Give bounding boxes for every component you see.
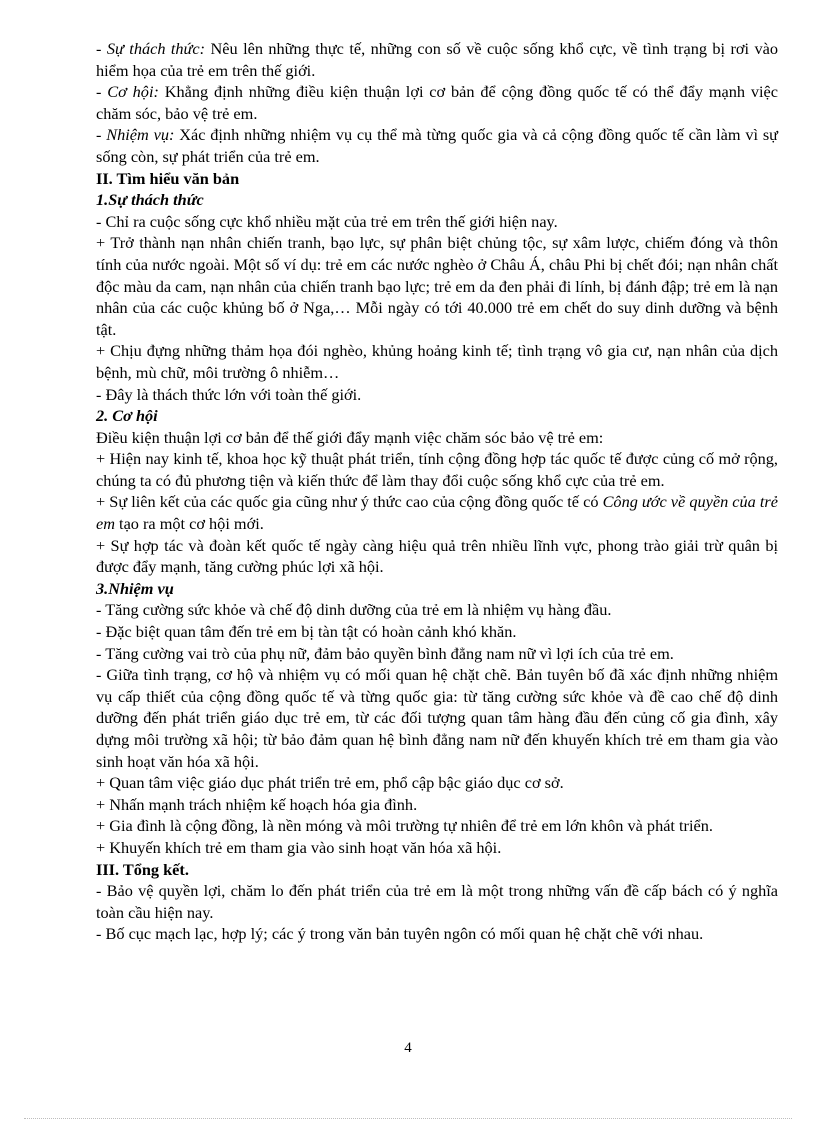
paragraph: + Sự hợp tác và đoàn kết quốc tế ngày càng hiệu quả trên nhiều lĩnh vực, phong trào giải trừ quân bị được đẩy mạnh, tăng cường phúc lợi xã hội.: [96, 535, 778, 577]
paragraph: - Đặc biệt quan tâm đến trẻ em bị tàn tật có hoàn cảnh khó khăn.: [96, 622, 517, 642]
intro-task: [96, 124, 778, 167]
intro-opportunity-text: Khẳng định những điều kiện thuận lợi cơ bản để cộng đồng quốc tế có thể đẩy mạnh việc chăm sóc, bảo vệ trẻ em.: [96, 82, 779, 123]
document-page: [96, 38, 778, 945]
intro-challenge: [96, 38, 778, 81]
convention-title: Công ước về quyền của trẻ em: [96, 492, 778, 534]
paragraph: + Khuyến khích trẻ em tham gia vào sinh hoạt văn hóa xã hội.: [96, 837, 502, 857]
paragraph: - Tăng cường sức khỏe và chế độ dinh dưỡng của trẻ em là nhiệm vụ hàng đầu.: [96, 600, 612, 620]
paragraph: + Hiện nay kinh tế, khoa học kỹ thuật phát triển, tính cộng đồng hợp tác quốc tế được củng cố mở rộng, chúng ta có đủ phương tiện và kiến thức để làm thay đổi cuộc sống khổ cực của trẻ em.: [96, 449, 778, 490]
text-run: + Sự liên kết của các quốc gia cũng như ý thức cao của cộng đồng quốc tế có: [96, 492, 603, 512]
intro-challenge-label: - Sự thách thức:: [96, 39, 206, 58]
paragraph: + Trở thành nạn nhân chiến tranh, bạo lực, sự phân biệt chủng tộc, sự xâm lược, chiếm đóng và thôn tính của nước ngoài. Một số ví dụ: trẻ em các nước nghèo ở Châu Á, châu Phi bị chết đói; nạn nhân chất độc màu da cam, nạn nhân của chiến tranh bạo lực; trẻ em da đen phải đi lính, bị đánh đập; trẻ em là nạn nhân của các cuộc khủng bố ở Nga,… Mỗi ngày có tới 40.000 trẻ em chết do suy dinh dưỡng và bệnh tật.: [96, 233, 778, 339]
intro-task-label: - Nhiệm vụ:: [96, 125, 175, 145]
section-3-heading: III. Tổng kết.: [96, 859, 189, 879]
paragraph: [96, 491, 778, 534]
subsection-opportunity-heading: 2. Cơ hội: [96, 406, 158, 426]
paragraph: + Gia đình là cộng đồng, là nền móng và môi trường tự nhiên để trẻ em lớn khôn và phát triển.: [96, 816, 713, 836]
intro-opportunity: [96, 81, 778, 124]
paragraph: - Chỉ ra cuộc sống cực khổ nhiều mặt của trẻ em trên thế giới hiện nay.: [96, 211, 558, 231]
paragraph: - Bố cục mạch lạc, hợp lý; các ý trong văn bản tuyên ngôn có mối quan hệ chặt chẽ với nhau.: [96, 924, 704, 944]
paragraph: Điều kiện thuận lợi cơ bản để thế giới đẩy mạnh việc chăm sóc bảo vệ trẻ em:: [96, 427, 604, 447]
intro-task-text: Xác định những nhiệm vụ cụ thể mà từng quốc gia và cả cộng đồng quốc tế cần làm vì sự sống còn, sự phát triển của trẻ em.: [96, 125, 778, 166]
paragraph: - Đây là thách thức lớn với toàn thế giới.: [96, 384, 362, 404]
subsection-task-heading: 3.Nhiệm vụ: [96, 578, 174, 598]
paragraph: - Bảo vệ quyền lợi, chăm lo đến phát triển của trẻ em là một trong những vấn đề cấp bách có ý nghĩa toàn cầu hiện nay.: [96, 881, 778, 922]
paragraph: + Quan tâm việc giáo dục phát triển trẻ em, phổ cập bậc giáo dục cơ sở.: [96, 773, 564, 793]
footer-divider: [24, 1118, 792, 1119]
text-run: tạo ra một cơ hội mới.: [114, 514, 264, 534]
paragraph: - Tăng cường vai trò của phụ nữ, đảm bảo quyền bình đẳng nam nữ vì lợi ích của trẻ em.: [96, 643, 674, 663]
paragraph: + Nhấn mạnh trách nhiệm kế hoạch hóa gia đình.: [96, 794, 418, 814]
intro-challenge-text: Nêu lên những thực tế, những con số về cuộc sống khổ cực, về tình trạng bị rơi vào hiểm họa của trẻ em trên thế giới.: [96, 39, 778, 80]
paragraph: + Chịu đựng những thảm họa đói nghèo, khủng hoảng kinh tế; tình trạng vô gia cư, nạn nhân của dịch bệnh, mù chữ, môi trường ô nhiễm…: [96, 341, 778, 382]
paragraph: - Giữa tình trạng, cơ hộ và nhiệm vụ có mối quan hệ chặt chẽ. Bản tuyên bố đã xác định những nhiệm vụ cấp thiết của cộng đồng quốc tế và từng quốc gia: từ tăng cường sức khỏe và đề cao chế độ dinh dưỡng đến phát triển giáo dục trẻ em, từ các đối tượng quan tâm hàng đầu đến củng cố gia đình, xây dựng môi trường xã hội; từ bảo đảm quan hệ bình đẳng nam nữ đến khuyến khích trẻ em tham gia vào sinh hoạt văn hóa xã hội.: [96, 665, 778, 771]
page-number: 4: [404, 1040, 412, 1056]
subsection-challenge-heading: 1.Sự thách thức: [96, 190, 204, 210]
intro-opportunity-label: - Cơ hội:: [96, 82, 159, 102]
section-2-heading: II. Tìm hiểu văn bản: [96, 168, 240, 188]
